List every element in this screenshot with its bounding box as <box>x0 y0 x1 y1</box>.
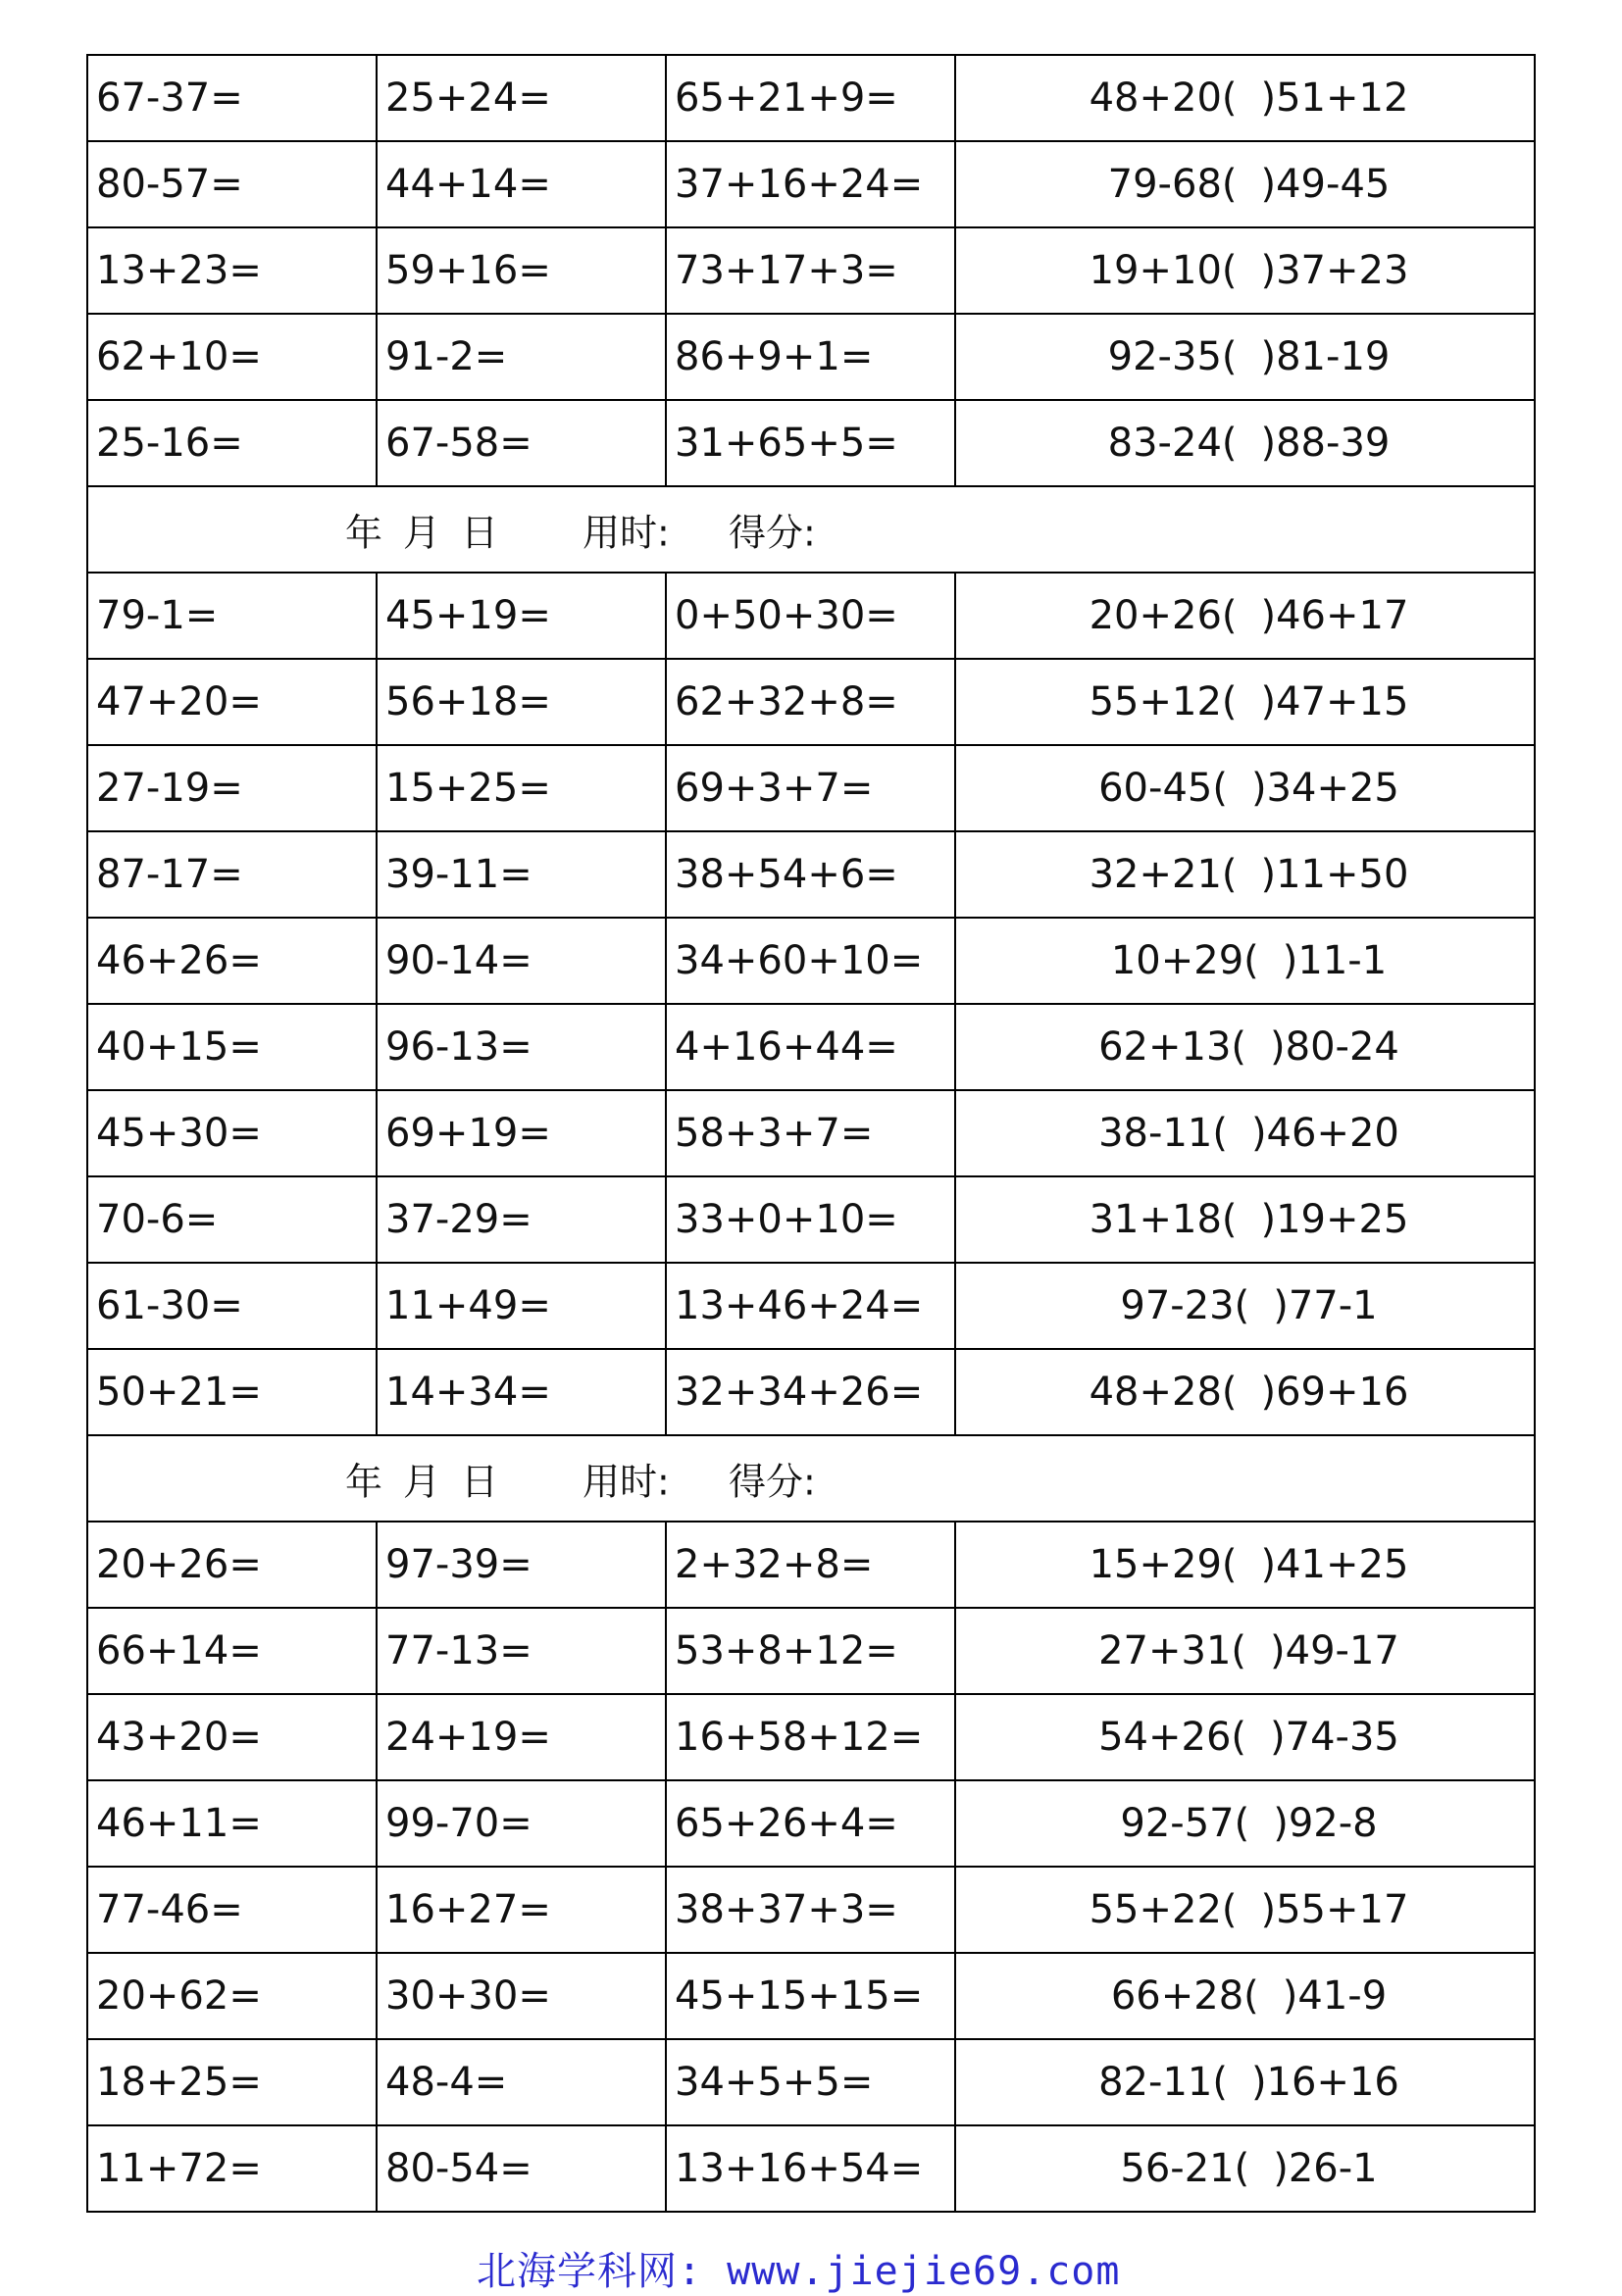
problem-cell: 0+50+30= <box>666 573 955 659</box>
problem-row <box>87 2125 1535 2212</box>
header-month-label: 月 <box>403 1460 441 1504</box>
comparison-left: 55+22( <box>1089 1887 1238 1932</box>
problem-cell: 37-29= <box>377 1176 666 1263</box>
problem-cell: 79-1= <box>87 573 377 659</box>
problem-cell: 97-39= <box>377 1522 666 1608</box>
comparison-cell[interactable] <box>955 573 1535 659</box>
problem-row <box>87 1090 1535 1176</box>
problem-cell: 18+25= <box>87 2039 377 2125</box>
problem-cell: 87-17= <box>87 831 377 918</box>
comparison-left: 92-35( <box>1107 334 1238 379</box>
header-year-label: 年 <box>345 511 383 555</box>
problem-cell: 11+49= <box>377 1263 666 1349</box>
problem-cell: 50+21= <box>87 1349 377 1435</box>
comparison-right: )46+17 <box>1260 593 1409 638</box>
header-time-used-label: 用时: <box>583 511 670 555</box>
problem-cell: 40+15= <box>87 1004 377 1090</box>
problem-row <box>87 1608 1535 1694</box>
comparison-cell[interactable] <box>955 314 1535 400</box>
comparison-left: 60-45( <box>1098 766 1228 811</box>
problem-cell: 14+34= <box>377 1349 666 1435</box>
comparison-cell[interactable] <box>955 1176 1535 1263</box>
problem-row <box>87 659 1535 745</box>
problem-cell: 56+18= <box>377 659 666 745</box>
problem-row <box>87 1867 1535 1953</box>
problem-cell: 32+34+26= <box>666 1349 955 1435</box>
problem-cell: 67-58= <box>377 400 666 486</box>
problem-cell: 80-57= <box>87 141 377 227</box>
problem-row <box>87 1349 1535 1435</box>
comparison-right: )74-35 <box>1270 1715 1399 1760</box>
problem-cell: 73+17+3= <box>666 227 955 314</box>
problem-cell: 70-6= <box>87 1176 377 1263</box>
comparison-left: 82-11( <box>1098 2060 1228 2105</box>
problem-cell: 86+9+1= <box>666 314 955 400</box>
comparison-left: 27+31( <box>1098 1628 1247 1673</box>
comparison-right: )51+12 <box>1260 75 1409 121</box>
problem-cell: 34+5+5= <box>666 2039 955 2125</box>
comparison-cell[interactable] <box>955 227 1535 314</box>
problem-cell: 69+3+7= <box>666 745 955 831</box>
problem-cell: 38+54+6= <box>666 831 955 918</box>
comparison-right: )11-1 <box>1282 938 1388 983</box>
header-month-label: 月 <box>403 511 441 555</box>
problem-cell: 46+26= <box>87 918 377 1004</box>
problem-row <box>87 2039 1535 2125</box>
comparison-left: 19+10( <box>1089 248 1238 293</box>
comparison-right: )92-8 <box>1273 1801 1378 1846</box>
comparison-left: 56-21( <box>1120 2146 1250 2191</box>
site-watermark: 北海学科网: www.jiejie69.com <box>477 2249 1121 2294</box>
comparison-cell[interactable] <box>955 1349 1535 1435</box>
problem-cell: 66+14= <box>87 1608 377 1694</box>
comparison-right: )80-24 <box>1270 1024 1399 1070</box>
problem-cell: 80-54= <box>377 2125 666 2212</box>
header-score-label: 得分: <box>729 1460 816 1504</box>
header-year-label: 年 <box>345 1460 383 1504</box>
comparison-left: 20+26( <box>1089 593 1238 638</box>
header-day-label: 日 <box>461 511 499 555</box>
comparison-cell[interactable] <box>955 1953 1535 2039</box>
problem-cell: 25+24= <box>377 55 666 141</box>
problem-cell: 45+15+15= <box>666 1953 955 2039</box>
problem-row <box>87 1004 1535 1090</box>
comparison-cell[interactable] <box>955 55 1535 141</box>
comparison-left: 15+29( <box>1089 1542 1238 1587</box>
date-header-row <box>87 1435 1535 1522</box>
comparison-right: )88-39 <box>1260 421 1391 466</box>
problem-cell: 69+19= <box>377 1090 666 1176</box>
comparison-right: )49-17 <box>1270 1628 1399 1673</box>
problem-cell: 45+30= <box>87 1090 377 1176</box>
comparison-cell[interactable] <box>955 2125 1535 2212</box>
problem-cell: 4+16+44= <box>666 1004 955 1090</box>
comparison-cell[interactable] <box>955 1867 1535 1953</box>
comparison-cell[interactable] <box>955 1263 1535 1349</box>
comparison-cell[interactable] <box>955 1780 1535 1867</box>
problem-cell: 31+65+5= <box>666 400 955 486</box>
comparison-cell[interactable] <box>955 1004 1535 1090</box>
date-header-cell <box>87 486 1535 573</box>
comparison-cell[interactable] <box>955 831 1535 918</box>
comparison-right: )41+25 <box>1260 1542 1409 1587</box>
problem-row <box>87 227 1535 314</box>
problem-cell: 96-13= <box>377 1004 666 1090</box>
problem-row <box>87 55 1535 141</box>
comparison-cell[interactable] <box>955 1694 1535 1780</box>
comparison-right: )81-19 <box>1260 334 1391 379</box>
problem-cell: 77-46= <box>87 1867 377 1953</box>
comparison-cell[interactable] <box>955 1608 1535 1694</box>
comparison-left: 32+21( <box>1089 852 1238 897</box>
problem-cell: 45+19= <box>377 573 666 659</box>
problem-row <box>87 1263 1535 1349</box>
comparison-cell[interactable] <box>955 1522 1535 1608</box>
comparison-left: 10+29( <box>1110 938 1259 983</box>
problem-row <box>87 1522 1535 1608</box>
problem-row <box>87 918 1535 1004</box>
header-time-used-label: 用时: <box>583 1460 670 1504</box>
comparison-left: 66+28( <box>1110 1973 1259 2019</box>
comparison-right: )11+50 <box>1260 852 1409 897</box>
comparison-right: )34+25 <box>1250 766 1399 811</box>
date-header-row <box>87 486 1535 573</box>
problem-cell: 24+19= <box>377 1694 666 1780</box>
problem-cell: 58+3+7= <box>666 1090 955 1176</box>
problem-cell: 20+26= <box>87 1522 377 1608</box>
comparison-right: )49-45 <box>1260 162 1391 207</box>
problem-cell: 13+23= <box>87 227 377 314</box>
comparison-left: 97-23( <box>1120 1283 1250 1328</box>
problem-cell: 62+32+8= <box>666 659 955 745</box>
comparison-right: )46+20 <box>1250 1111 1399 1156</box>
problem-cell: 62+10= <box>87 314 377 400</box>
comparison-cell[interactable] <box>955 2039 1535 2125</box>
problem-cell: 59+16= <box>377 227 666 314</box>
problem-cell: 15+25= <box>377 745 666 831</box>
comparison-cell[interactable] <box>955 745 1535 831</box>
problem-cell: 44+14= <box>377 141 666 227</box>
comparison-right: )16+16 <box>1250 2060 1399 2105</box>
problem-cell: 37+16+24= <box>666 141 955 227</box>
comparison-right: )41-9 <box>1282 1973 1388 2019</box>
problem-cell: 11+72= <box>87 2125 377 2212</box>
problem-cell: 90-14= <box>377 918 666 1004</box>
problem-row <box>87 745 1535 831</box>
problem-row <box>87 831 1535 918</box>
problem-row <box>87 314 1535 400</box>
problem-cell: 16+58+12= <box>666 1694 955 1780</box>
comparison-cell[interactable] <box>955 1090 1535 1176</box>
problem-cell: 39-11= <box>377 831 666 918</box>
problem-cell: 53+8+12= <box>666 1608 955 1694</box>
problem-cell: 30+30= <box>377 1953 666 2039</box>
problem-row <box>87 1780 1535 1867</box>
comparison-left: 62+13( <box>1098 1024 1247 1070</box>
worksheet-table <box>86 54 1536 2213</box>
problem-row <box>87 1953 1535 2039</box>
problem-cell: 77-13= <box>377 1608 666 1694</box>
problem-cell: 46+11= <box>87 1780 377 1867</box>
comparison-right: )47+15 <box>1260 679 1409 724</box>
problem-row <box>87 400 1535 486</box>
problem-row <box>87 1176 1535 1263</box>
comparison-right: )69+16 <box>1260 1370 1409 1415</box>
comparison-left: 55+12( <box>1089 679 1238 724</box>
problem-cell: 34+60+10= <box>666 918 955 1004</box>
problem-cell: 16+27= <box>377 1867 666 1953</box>
comparison-right: )55+17 <box>1260 1887 1409 1932</box>
problem-cell: 65+26+4= <box>666 1780 955 1867</box>
comparison-left: 38-11( <box>1098 1111 1228 1156</box>
problem-cell: 65+21+9= <box>666 55 955 141</box>
comparison-right: )37+23 <box>1260 248 1409 293</box>
problem-cell: 47+20= <box>87 659 377 745</box>
problem-cell: 2+32+8= <box>666 1522 955 1608</box>
comparison-left: 83-24( <box>1107 421 1238 466</box>
comparison-left: 54+26( <box>1098 1715 1247 1760</box>
comparison-left: 92-57( <box>1120 1801 1250 1846</box>
problem-cell: 13+16+54= <box>666 2125 955 2212</box>
header-score-label: 得分: <box>729 511 816 555</box>
problem-cell: 91-2= <box>377 314 666 400</box>
comparison-cell[interactable] <box>955 400 1535 486</box>
problem-cell: 67-37= <box>87 55 377 141</box>
comparison-cell[interactable] <box>955 918 1535 1004</box>
problem-cell: 38+37+3= <box>666 1867 955 1953</box>
comparison-left: 48+20( <box>1089 75 1238 121</box>
problem-cell: 13+46+24= <box>666 1263 955 1349</box>
problem-row <box>87 141 1535 227</box>
comparison-cell[interactable] <box>955 659 1535 745</box>
header-day-label: 日 <box>461 1460 499 1504</box>
problem-cell: 27-19= <box>87 745 377 831</box>
problem-cell: 61-30= <box>87 1263 377 1349</box>
comparison-left: 31+18( <box>1089 1197 1238 1242</box>
problem-cell: 99-70= <box>377 1780 666 1867</box>
problem-cell: 43+20= <box>87 1694 377 1780</box>
comparison-right: )19+25 <box>1260 1197 1409 1242</box>
problem-cell: 33+0+10= <box>666 1176 955 1263</box>
comparison-right: )77-1 <box>1273 1283 1378 1328</box>
comparison-right: )26-1 <box>1273 2146 1378 2191</box>
problem-row <box>87 1694 1535 1780</box>
comparison-left: 48+28( <box>1089 1370 1238 1415</box>
problem-cell: 48-4= <box>377 2039 666 2125</box>
comparison-left: 79-68( <box>1107 162 1238 207</box>
comparison-cell[interactable] <box>955 141 1535 227</box>
problem-cell: 25-16= <box>87 400 377 486</box>
problem-cell: 20+62= <box>87 1953 377 2039</box>
problem-row <box>87 573 1535 659</box>
date-header-cell <box>87 1435 1535 1522</box>
